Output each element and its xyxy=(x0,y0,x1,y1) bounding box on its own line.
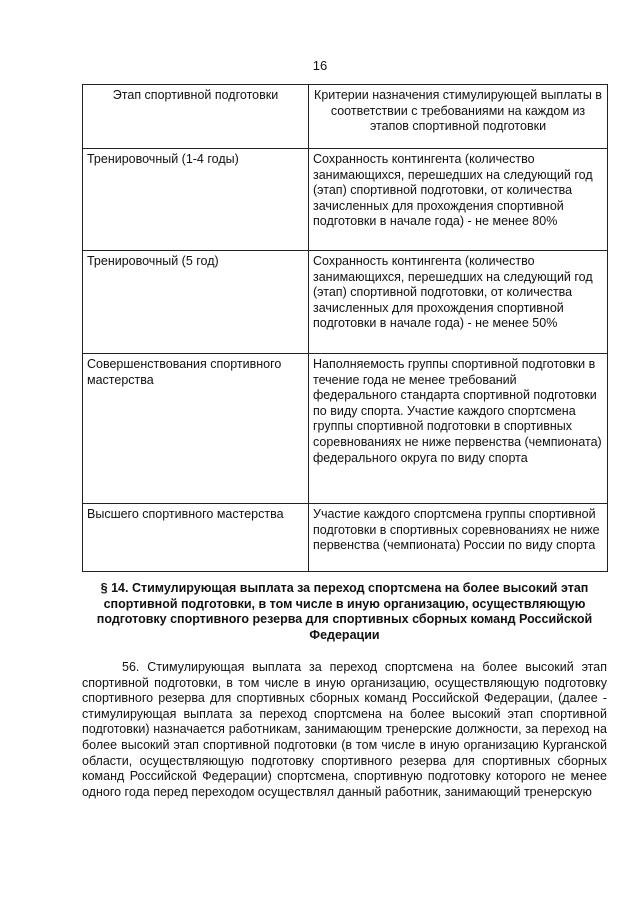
stage-cell: Тренировочный (1-4 годы) xyxy=(83,149,309,251)
section-heading: § 14. Стимулирующая выплата за переход спортсмена на более высокий этап спортивной подготовки, в том числе в иную организацию, осуществляющую подготовку спортивного резерва для спортивных сборных команд Российской Федерации xyxy=(96,581,593,642)
stage-cell: Совершенствования спортивного мастерства xyxy=(83,354,309,504)
criteria-cell: Сохранность контингента (количество занимающихся, перешедших на следующий год (этап) спортивной подготовки, от количества зачисленных для прохождения спортивной подготовки в начале года) - не менее 50% xyxy=(309,251,608,354)
stage-cell: Тренировочный (5 год) xyxy=(83,251,309,354)
stage-cell: Высшего спортивного мастерства xyxy=(83,504,309,572)
page-number: 16 xyxy=(312,58,328,73)
header-stage: Этап спортивной подготовки xyxy=(83,85,309,149)
section-paragraph: 56. Стимулирующая выплата за переход спортсмена на более высокий этап спортивной подготовки, в том числе в иную организацию, осуществляющую подготовку спортивного резерва для спортивных сборных команд Российской Федерации, (далее - стимулирующая выплата за переход спортсмена на более высокий этап спортивной подготовки) назначается работникам, занимающим тренерские должности, за переход на более высокий этап спортивной подготовки (в том числе в иную организацию Курганской области, осуществляющую подготовку спортивного резерва для спортивных сборных команд Российской Федерации) спортсмена, спортивную подготовку которого не менее одного года перед переходом осуществлял данный работник, занимающий тренерскую xyxy=(82,660,607,799)
criteria-cell: Наполняемость группы спортивной подготовки в течение года не менее требований федерального стандарта спортивной подготовки по виду спорта. Участие каждого спортсмена группы спортивной подготовки в спортивных соревнованиях не ниже первенства (чемпионата) федерального округа по виду спорта xyxy=(309,354,608,504)
table-row xyxy=(83,149,608,251)
table-row xyxy=(83,504,608,572)
criteria-cell: Сохранность контингента (количество занимающихся, перешедших на следующий год (этап) спортивной подготовки, от количества зачисленных для прохождения спортивной подготовки в начале года) - не менее 80% xyxy=(309,149,608,251)
table-row xyxy=(83,251,608,354)
criteria-table xyxy=(82,84,608,572)
criteria-cell: Участие каждого спортсмена группы спортивной подготовки в спортивных соревнованиях не ниже первенства (чемпионата) России по виду спорта xyxy=(309,504,608,572)
header-criteria: Критерии назначения стимулирующей выплаты в соответствии с требованиями на каждом из этапов спортивной подготовки xyxy=(309,85,608,149)
table-row xyxy=(83,354,608,504)
table-header-row xyxy=(83,85,608,149)
